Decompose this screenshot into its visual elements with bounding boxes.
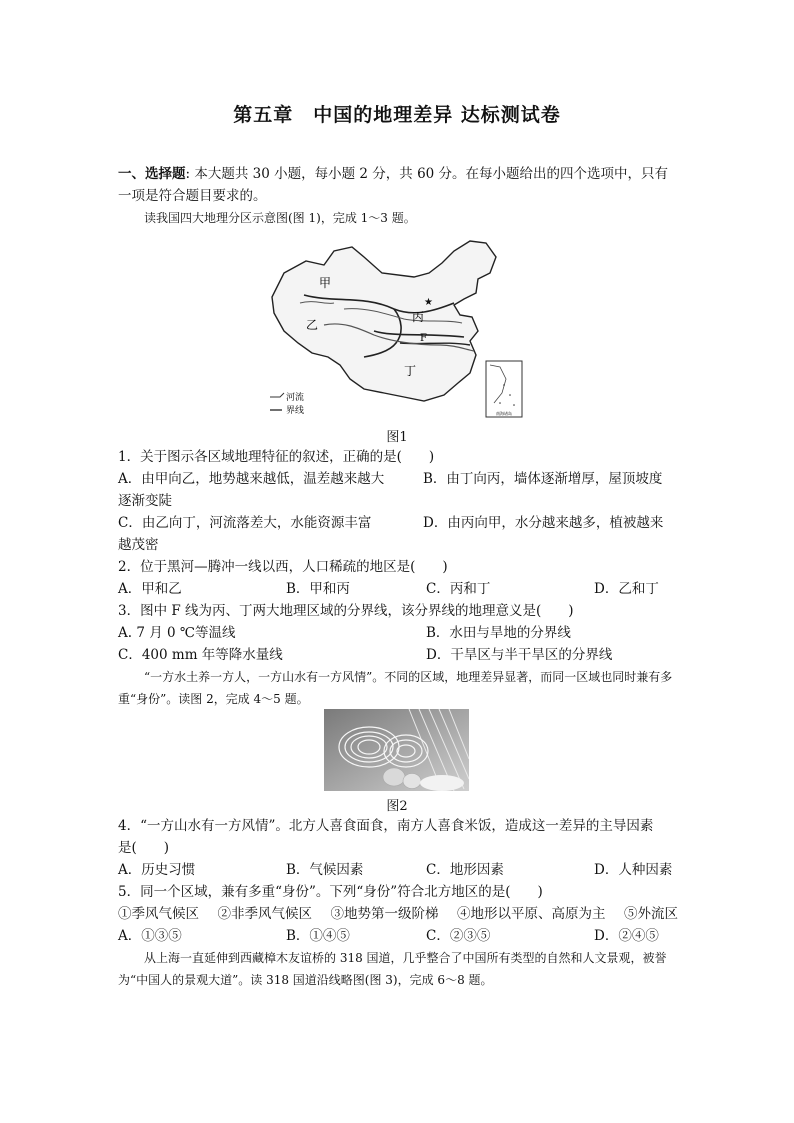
figure2-caption: 图2 xyxy=(386,799,408,814)
legend-river: 河流 xyxy=(286,393,305,403)
q5-option-b: B．①④⑤ xyxy=(286,928,350,944)
q4-option-a: A．历史习惯 xyxy=(118,862,196,878)
q5-item-4: ④地形以平原、高原为主 xyxy=(457,906,606,922)
q1-option-c: C．由乙向丁，河流落差大，水能资源丰富 xyxy=(118,515,372,531)
question-3 xyxy=(118,600,678,666)
q4-stem: 4．“一方山水有一方风情”。北方人喜食面食，南方人喜食米饭，造成这一差异的主导因素 xyxy=(118,818,654,834)
q3-stem: 3．图中 F 线为丙、丁两大地理区域的分界线，该分界线的地理意义是( ) xyxy=(118,603,574,619)
q5-item-5: ⑤外流区 xyxy=(624,906,678,922)
q1-option-d: D．由丙向甲，水分越来越多，植被越来 xyxy=(423,515,664,531)
q4-option-d: D．人种因素 xyxy=(594,862,673,878)
q5-item-3: ③地势第一级阶梯 xyxy=(330,906,439,922)
map-label-bing: 丙 xyxy=(412,310,425,324)
q3-option-d: D．干旱区与半干旱区的分界线 xyxy=(426,647,613,663)
noodles-photo xyxy=(324,709,469,791)
q3-option-c: C．400 mm 年等降水量线 xyxy=(118,647,283,663)
q1-option-b: B．由丁向丙，墙体逐渐增厚，屋顶坡度 xyxy=(423,471,663,487)
question-5 xyxy=(118,881,678,947)
question-1 xyxy=(118,446,678,556)
q1-stem: 1．关于图示各区域地理特征的叙述，正确的是( ) xyxy=(118,449,435,465)
q1-option-b-cont: 逐渐变陡 xyxy=(118,493,172,509)
question-2 xyxy=(118,556,678,600)
q2-option-b: B．甲和丙 xyxy=(286,581,350,597)
q4-option-b: B．气候因素 xyxy=(286,862,364,878)
q2-option-c: C．丙和丁 xyxy=(426,581,491,597)
q2-option-d: D．乙和丁 xyxy=(594,581,659,597)
q2-option-a: A．甲和乙 xyxy=(118,581,182,597)
question-4 xyxy=(118,815,678,881)
page-title: 第五章 中国的地理差异 达标测试卷 xyxy=(233,104,561,126)
q5-stem: 5．同一个区域，兼有多重“身份”。下列“身份”符合北方地区的是( ) xyxy=(118,884,543,900)
q4-stem-cont: 是( ) xyxy=(118,840,170,856)
intro-fig3: 从上海一直延伸到西藏樟木友谊桥的 318 国道，几乎整合了中国所有类型的自然和人文景观，被誉为“中国人的景观大道”。读 318 国道沿线略图(图 3)，完成 6～8 题。 xyxy=(118,951,667,987)
q5-option-c: C．②③⑤ xyxy=(426,928,491,944)
south-sea-inset xyxy=(486,361,522,417)
capital-star-icon: ★ xyxy=(424,297,433,308)
q1-option-d-cont: 越茂密 xyxy=(118,537,159,553)
section-heading-bold: 一、选择题 xyxy=(118,166,186,182)
figure1-caption: 图1 xyxy=(386,430,408,445)
intro-fig2: “一方水土养一方人，一方山水有一方风情”。不同的区域，地理差异显著，而同一区域也同时兼有多重“身份”。读图 2，完成 4～5 题。 xyxy=(118,670,673,706)
section-heading-text: : 本大题共 30 小题，每小题 2 分，共 60 分。在每小题给出的四个选项中，只有一项是符合题目要求的。 xyxy=(118,166,669,204)
map-label-ding: 丁 xyxy=(404,364,417,378)
q5-item-1: ①季风气候区 xyxy=(118,906,199,922)
intro-fig1: 读我国四大地理分区示意图(图 1)，完成 1～3 题。 xyxy=(144,211,416,225)
q3-option-a: A. 7 月 0 ℃等温线 xyxy=(118,625,236,641)
inset-label: 南海诸岛 xyxy=(496,411,512,416)
q1-option-a: A．由甲向乙，地势越来越低，温差越来越大 xyxy=(118,471,385,487)
q3-option-b: B．水田与旱地的分界线 xyxy=(426,625,571,641)
map-label-jia: 甲 xyxy=(319,276,332,290)
q5-item-2: ②非季风气候区 xyxy=(217,906,312,922)
q2-stem: 2．位于黑河—腾冲一线以西，人口稀疏的地区是( ) xyxy=(118,559,448,575)
q5-option-a: A．①③⑤ xyxy=(118,928,182,944)
q5-option-d: D．②④⑤ xyxy=(594,928,659,944)
section-heading xyxy=(118,163,678,207)
map-label-F: F xyxy=(420,333,427,344)
map-label-yi: 乙 xyxy=(306,318,319,332)
legend-boundary: 界线 xyxy=(286,406,305,416)
china-region-map xyxy=(264,233,530,425)
q4-option-c: C．地形因素 xyxy=(426,862,504,878)
